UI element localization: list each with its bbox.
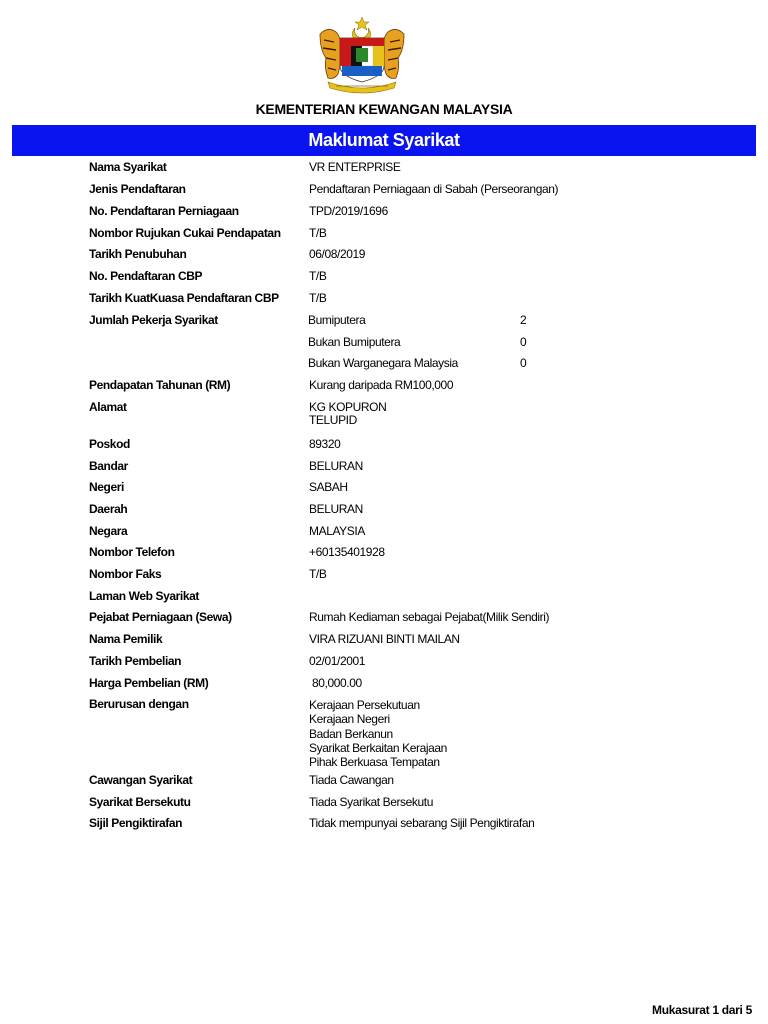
field-value: BELURAN (309, 502, 363, 516)
dealing-line: Kerajaan Negeri (309, 712, 390, 727)
address-line: TELUPID (309, 412, 357, 427)
field-label: Berurusan dengan (89, 697, 189, 711)
field-value: SABAH (309, 480, 348, 494)
field-label: Bandar (89, 459, 128, 473)
worker-category: Bumiputera (308, 313, 366, 327)
field-label: Alamat (89, 400, 127, 414)
field-value: 89320 (309, 437, 341, 451)
field-value: Tiada Syarikat Bersekutu (309, 795, 434, 809)
field-value (309, 401, 386, 426)
field-value: T/B (309, 226, 327, 240)
field-label: Negara (89, 524, 128, 538)
field-label: Poskod (89, 437, 130, 451)
field-value: MALAYSIA (309, 524, 365, 538)
field-label: Syarikat Bersekutu (89, 795, 191, 809)
dealing-line: Pihak Berkuasa Tempatan (309, 755, 440, 770)
field-value: VIRA RIZUANI BINTI MAILAN (309, 632, 460, 646)
field-value: T/B (309, 291, 327, 305)
section-title-banner: Maklumat Syarikat (12, 125, 756, 156)
field-value: Tiada Cawangan (309, 773, 394, 787)
field-label: Jumlah Pekerja Syarikat (89, 313, 218, 327)
field-label: Jenis Pendaftaran (89, 182, 186, 196)
field-value: BELURAN (309, 459, 363, 473)
field-label: Cawangan Syarikat (89, 773, 193, 787)
worker-count: 2 (520, 313, 527, 327)
field-label: Sijil Pengiktirafan (89, 816, 183, 830)
field-value: T/B (309, 269, 327, 283)
field-label: Tarikh Penubuhan (89, 247, 187, 261)
field-label: Nombor Telefon (89, 545, 175, 559)
dealing-line: Syarikat Berkaitan Kerajaan (309, 740, 447, 755)
field-label: Nama Syarikat (89, 160, 167, 174)
ministry-name: KEMENTERIAN KEWANGAN MALAYSIA (255, 101, 513, 117)
worker-count: 0 (520, 335, 527, 349)
field-value: 06/08/2019 (309, 247, 366, 261)
field-label: No. Pendaftaran Perniagaan (89, 204, 239, 218)
field-value: Rumah Kediaman sebagai Pejabat(Milik Sendiri) (309, 610, 550, 624)
field-label: Tarikh KuatKuasa Pendaftaran CBP (89, 291, 279, 305)
coat-of-arms-logo (312, 16, 412, 94)
field-label: Negeri (89, 480, 124, 494)
field-label: Daerah (89, 502, 128, 516)
field-value: Pendaftaran Perniagaan di Sabah (Perseorangan) (309, 182, 559, 196)
field-value (309, 698, 447, 769)
dealing-line: Kerajaan Persekutuan (309, 698, 420, 712)
field-value: Tidak mempunyai sebarang Sijil Pengiktirafan (309, 816, 535, 830)
worker-category: Bukan Bumiputera (308, 335, 401, 349)
field-label: Laman Web Syarikat (89, 589, 199, 603)
field-value: T/B (309, 567, 327, 581)
field-value: +60135401928 (309, 545, 385, 559)
field-label: Pendapatan Tahunan (RM) (89, 378, 231, 392)
page-indicator: Mukasurat 1 dari 5 (652, 1003, 752, 1017)
field-value: Kurang daripada RM100,000 (309, 378, 454, 392)
worker-category: Bukan Warganegara Malaysia (308, 356, 458, 370)
field-label: Pejabat Perniagaan (Sewa) (89, 610, 232, 624)
address-line: KG KOPURON (309, 400, 387, 414)
field-label: No. Pendaftaran CBP (89, 269, 203, 283)
field-label: Nama Pemilik (89, 632, 163, 646)
dealing-line: Badan Berkanun (309, 726, 393, 741)
field-value: 02/01/2001 (309, 654, 366, 668)
field-label: Harga Pembelian (RM) (89, 676, 209, 690)
worker-count: 0 (520, 356, 527, 370)
field-label: Nombor Faks (89, 567, 162, 581)
field-label: Tarikh Pembelian (89, 654, 182, 668)
field-value: 80,000.00 (312, 676, 362, 690)
field-value: VR ENTERPRISE (309, 160, 401, 174)
field-value: TPD/2019/1696 (309, 204, 388, 218)
field-label: Nombor Rujukan Cukai Pendapatan (89, 226, 281, 240)
